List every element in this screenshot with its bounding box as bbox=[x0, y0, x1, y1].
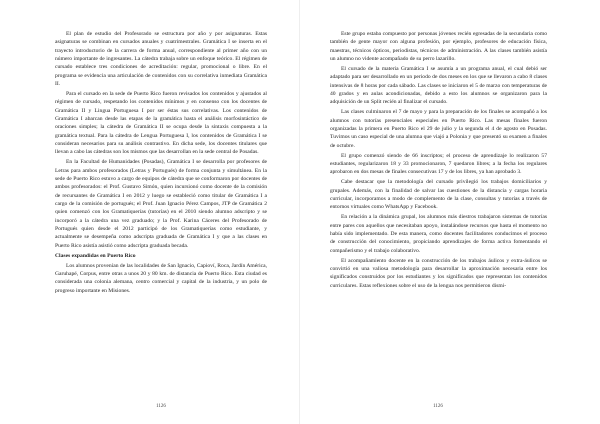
paragraph: Para el cursado en la sede de Puerto Rico fueron revisados los contenidos y ajustados al régimen de cursado, respetando los contenidos mínimos y en consenso con los docentes de Gramática II y Lingua Portuguesa I por ser éstas sus correlativas. Los contenidos de Gramática I abarcan desde las etapas de la gramática hasta el análisis morfosintáctico de oraciones simples; la cátedra de Gramática II se ocupa desde la sintaxis compuesta a la gramática textual. Para la cátedra de Lengua Portuguesa I, los contenidos de Gramática I se consideran necesarios para su análisis contrastivo. En dicha sede, los docentes titulares que llevan a cabo las cátedras son los mismos que las desarrollan en la sede central de Posadas. bbox=[55, 91, 267, 156]
paragraph: El cursado de la materia Gramática I se asumía a un programa anual, el cual debió ser adaptado para ser desarrollado en un periodo de dos meses en los que se llevaron a cabo 8 clases intensivas de 8 horas por cada sábado. Las clases se iniciaron el 5 de marzo con temperaturas de 40 grados y en aulas acondicionadas, debido a esto los alumnos se organizaron para la adquisición de un Split recién al finalizar el cursado. bbox=[330, 65, 547, 106]
paragraph: El plan de estudio del Profesorado se estructura por año y por asignaturas. Estas asignaturas se combinan en cursados anuales y cuatrimestrales. Gramática I se inserta en el trayecto introductorio de la carrera de forma anual, correspondiente al primer año con un número importante de ingresantes. La cátedra trabaja sobre un enfoque teórico. El régimen de cursado establece tres condiciones de acreditación: regular, promocional o libre. En el programa se evidencia una articulación de contenidos con su correlativa inmediata Gramática II. bbox=[55, 31, 267, 88]
right-page bbox=[300, 0, 600, 424]
page-number: 1126 bbox=[433, 404, 443, 409]
paragraph: El acompañamiento docente en la construcción de los trabajos áulicos y extra-áulicos se convirtió en una valiosa metodología para desarrollar la aproximación necesaria entre los significados construidos por los estudiantes y los significados que representan los contenidos curriculares. Estas reflexiones sobre el uso de la lengua nos permitieron dismi- bbox=[330, 257, 547, 289]
left-page-text bbox=[55, 30, 267, 395]
paragraph: Los alumnos provenían de las localidades de San Ignacio, Capioví, Roca, Jardín América, Garuhapé, Corpus, entre otras a unos 20 y 80 km. de distancia de Puerto Rico. Esta ciudad es considerada una colonia alemana, centro comercial y capital de la industria, y un polo de progreso importante en Misiones. bbox=[55, 262, 267, 294]
paragraph: Cabe destacar que la metodología del cursado privilegió los trabajos domiciliarios y grupales. Además, con la finalidad de salvar las cuestiones de la distancia y cargas horaria curricular, incorporamos a modo de complemento de la clase, consultas y tutorías a través de entornos virtuales como WhatsApp y Facebook. bbox=[330, 179, 547, 211]
section-heading: Clases expandidas en Puerto Rico bbox=[55, 252, 136, 259]
paragraph: En la Facultad de Humanidades (Posadas), Gramática I se desarrolla por profesores de Letras para ambos profesorados (Letras y Portugués) de forma conjunta y simultánea. En la sede de Puerto Rico estuvo a cargo de equipos de cátedra que se conformaron por docentes de ambos profesorados: el Prof. Gustavo Simón, quien incursionó como docente de la comisión de recursantes de Gramática I en 2012 y luego se estableció como titular de Gramática I a cargo de la comisión de portugués; el Prof. Juan Ignacio Pérez Campos, JTP de Gramática 2 quien comenzó con los Gramatiquerías (tutorías) en el 2010 siendo alumno adscripto y se incorporó a la cátedra una vez graduado; y la Prof. Karina Cáceres del Profesorado de Portugués quien desde el 2012 participó de los Gramatiquerías como estudiante, y actualmente se desempeña como adscripta graduada de Gramática I y que a las clases en Puerto Rico asistía asistió como adscripta graduada becada. bbox=[55, 159, 267, 249]
paragraph: Este grupo estaba compuesto por personas jóvenes recién egresadas de la secundaria como también de gente mayor con alguna profesión, por ejemplo, profesores de educación física, maestras, técnicos ópticos, periodistas, técnicos de administración. A las clases también asistía un alumno no vidente acompañado de su perro lazarillo. bbox=[330, 31, 547, 63]
paragraph: El grupo comenzó siendo de 66 inscriptos; el proceso de aprendizaje lo realizaron 57 estudiantes, regularizaron 18 y 33 promocionaron, 7 quedaron libres; a la fecha los regulares aprobaron en dos mesas de finales consecutivas 17 y de los libres, ya han aprobado 3. bbox=[330, 152, 547, 176]
paragraph: En relación a la dinámica grupal, los alumnos más diestros trabajaron sistemas de tutorías entre pares con aquellos que necesitaban apoyo, instalándose recursos que hasta el momento no había sido implementado. De esta manera, como docentes facilitadores conducimos el proceso de construcción del conocimiento, propiciando aprendizajes de forma activa fomentando el compañerismo y el trabajo colaborativo. bbox=[330, 214, 547, 254]
paragraph: Las clases culminaron el 7 de mayo y para la preparación de los finales se acompañó a los alumnos con tutorías presenciales especiales en Puerto Rico. Las mesas finales fueron organizadas la primera en Puerto Rico el 29 de julio y la segunda el 4 de agosto en Posadas. Tuvimos un caso especial de una alumna que viajó a Polonia y que presentó su examen a finales de octubre. bbox=[330, 109, 547, 149]
right-page-text bbox=[330, 30, 547, 395]
page-number: 1126 bbox=[156, 404, 166, 409]
